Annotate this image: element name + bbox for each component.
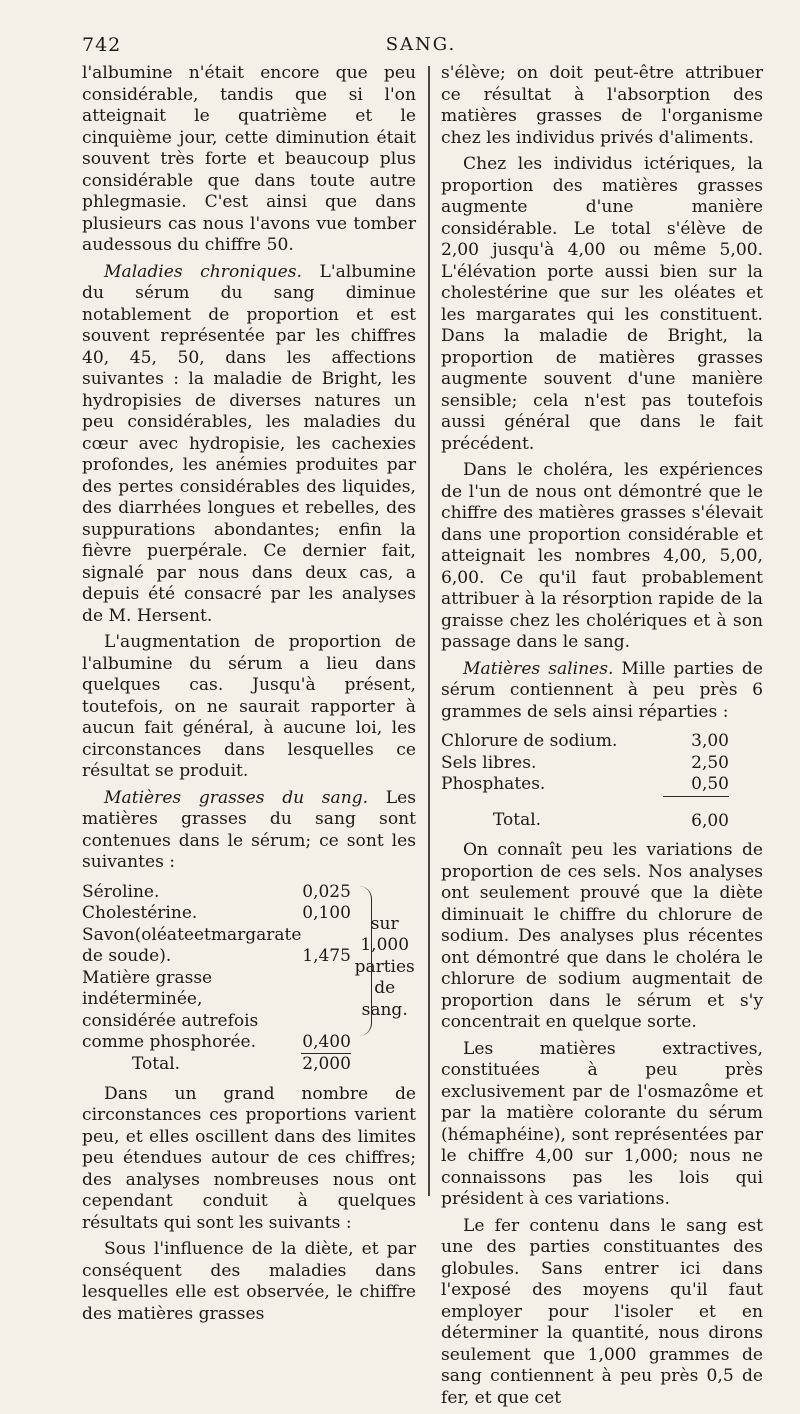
table-total-row: Total. 2,000 <box>132 1053 351 1074</box>
section-heading: Matières salines. <box>463 658 614 679</box>
table-row: Sels libres. 2,50 <box>441 752 729 773</box>
page-number: 742 <box>82 34 122 56</box>
paragraph: Sous l'influence de la diète, et par conséquent des maladies dans lesquelles elle est observée, le chiffre des matières grasses <box>82 1239 416 1324</box>
paragraph: s'élève; on doit peut-être attribuer ce résultat à l'absorption des matières grasses de l'organisme chez les individus privés d'aliments. <box>441 63 763 148</box>
paragraph: Dans un grand nombre de circonstances ces proportions varient peu, et elles oscillent dans des limites peu étendues autour de ces chiffres; des analyses nombreuses nous ont cependant conduit à quelques résultats qui sont les suivants : <box>82 1083 416 1233</box>
paragraph: Le fer contenu dans le sang est une des parties constituantes des globules. Sans entrer ici dans l'exposé des moyens qu'il faut employer pour l'isoler et en déterminer la quantité, nous dirons seulement que 1,000 grammes de sang contiennent à peu près 0,5 de fer, et que cet <box>441 1215 763 1408</box>
fats-side-note: sur 1,000 parties de sang. <box>354 913 415 1020</box>
section-heading: Matières grasses du sang. <box>104 787 369 808</box>
table-row: Cholestérine. 0,100 <box>82 903 351 923</box>
page-header <box>82 34 760 64</box>
paragraph: L'augmentation de proportion de l'albumine du sérum a lieu dans quelques cas. Jusqu'à présent, toutefois, on ne saurait rapporter à aucun fait général, à aucune loi, les circonstances dans lesquelles ce résultat se produit. <box>82 632 416 781</box>
table-row: Matière grasse indéterminée, considérée autrefois comme phosphorée. 0,400 <box>82 967 351 1052</box>
paragraph: Maladies chroniques. L'albumine du sérum du sang diminue notablement de proportion et est souvent représentée par les chiffres 40, 45, 50, dans les affections suivantes : la maladie de Bright, les hydropisies de diverses natures un peu considérables, les maladies du cœur avec hydropisie, les cachexies profondes, les anémies produites par des pertes considérables des liquides, des diarrhées longues et rebelles, des suppurations abondantes; enfin la fièvre puerpérale. Ce dernier fait, signalé par nous dans deux cas, a depuis été consacré par les analyses de M. Hersent. <box>82 261 416 626</box>
fats-table <box>82 882 416 1076</box>
brace <box>359 886 372 1036</box>
column-divider <box>428 66 430 1196</box>
paragraph: Les matières extractives, constituées à peu près exclusivement par de l'osmazôme et par la matière colorante du sérum (hémaphéine), sont représentées par le chiffre 4,00 sur 1,000; nous ne connaissons pas les lois qui président à ces variations. <box>441 1038 763 1209</box>
paragraph: Chez les individus ictériques, la proportion des matières grasses augmente d'une manière considérable. Le total s'élève de 2,00 jusqu'à 4,00 ou même 5,00. L'élévation porte aussi bien sur la cholestérine que sur les oléates et les margarates qui les constituent. Dans la maladie de Bright, la proportion de matières grasses augmente souvent d'une manière sensible; cela n'est pas toutefois aussi général que dans le fait précédent. <box>441 154 763 454</box>
table-row: Séroline. 0,025 sur 1,000 parties de sang. <box>82 882 416 904</box>
salts-table <box>441 731 729 832</box>
table-total-row: Total. 6,00 <box>441 796 729 832</box>
paragraph: Matières salines. Mille parties de sérum contiennent à peu près 6 grammes de sels ainsi réparties : <box>441 658 763 722</box>
paragraph: Matières grasses du sang. Les matières grasses du sang sont contenues dans le sérum; ce sont les suivantes : <box>82 787 416 872</box>
paragraph: l'albumine n'était encore que peu considérable, tandis que si l'on atteignait le quatrième et le cinquième jour, cette diminution était souvent très forte et beaucoup plus considérable que dans toute autre phlegmasie. C'est ainsi que dans plusieurs cas nous l'avons vue tomber audessous du chiffre 50. <box>82 63 416 255</box>
left-column <box>82 63 416 1330</box>
table-row: Chlorure de sodium. 3,00 <box>441 731 729 751</box>
right-column <box>441 63 763 1414</box>
running-title: SANG. <box>385 34 457 55</box>
section-heading: Maladies chroniques. <box>104 261 302 282</box>
table-row: Phosphates. 0,50 <box>441 774 729 794</box>
paragraph: Dans le choléra, les expériences de l'un de nous ont démontré que le chiffre des matières grasses s'élevait dans une proportion considérable et atteignait les nombres 4,00, 5,00, 6,00. Ce qu'il faut probablement attribuer à la résorption rapide de la graisse chez les cholériques et à son passage dans le sang. <box>441 460 763 652</box>
table-row: Savon(oléateetmargarate de soude). 1,475 <box>82 924 351 966</box>
paragraph: On connaît peu les variations de proportion de ces sels. Nos analyses ont seulement prouvé que la diète diminuait le chiffre du chlorure de sodium. Des analyses plus récentes ont démontré que dans le choléra le chlorure de sodium augmentait de proportion dans le sérum et s'y concentrait en quelque sorte. <box>441 840 763 1032</box>
